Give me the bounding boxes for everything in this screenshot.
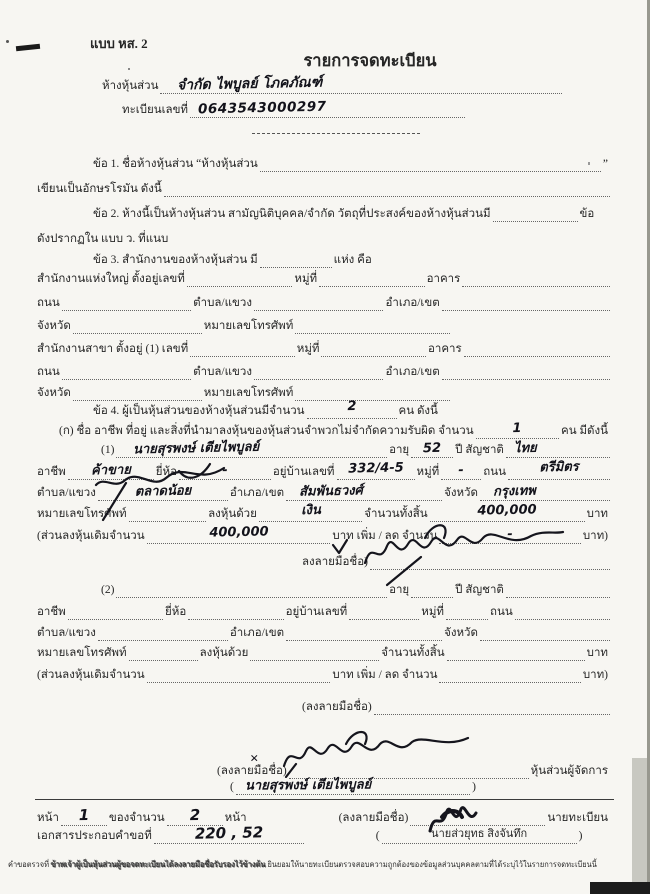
ho-road-field	[62, 296, 191, 311]
manager-paren-open: (	[230, 781, 234, 793]
p2-contribute-field	[250, 646, 379, 661]
manager-name-line	[228, 777, 478, 795]
clause4k-line	[35, 420, 610, 439]
ho-road-label: ถนน	[37, 297, 60, 309]
partner1-index: (1)	[101, 444, 115, 456]
scan-artifact-speck1	[6, 40, 9, 43]
manager-x-mark	[250, 752, 259, 767]
ho-phone-label: หมายเลขโทรศัพท์	[203, 320, 294, 332]
partnership-name-field	[160, 74, 562, 94]
regno-handwriting: 0643543000297	[198, 98, 328, 118]
p2-orig-field	[147, 668, 331, 683]
form-code-text: แบบ หส. 2	[90, 36, 148, 51]
partner1-age-handwriting: 52	[422, 440, 442, 457]
p2-change-label: บาท เพิ่ม / ลด จำนวน	[332, 669, 438, 681]
branch-label: สำนักงานสาขา ตั้งอยู่ (1) เลขที่	[37, 343, 189, 355]
clause3-suffix: แห่ง คือ	[333, 254, 372, 266]
regno-field	[190, 98, 465, 118]
clause4-line	[35, 398, 440, 419]
branch-moo-field	[321, 342, 426, 357]
p1-contribute-field	[259, 502, 362, 522]
clause4-text: ข้อ 4. ผู้เป็นหุ้นส่วนของห้างหุ้นส่วนมีจำนวน	[93, 405, 305, 417]
ho-province-label: จังหวัด	[37, 320, 71, 332]
clause2-text: ข้อ 2. ห้างนี้เป็นห้างหุ้นส่วน สามัญนิติบุคคล/จำกัด วัตถุที่ประสงค์ของห้างหุ้นส่วนมี	[93, 208, 491, 220]
footer-totalpages-handwriting: 2	[189, 805, 201, 825]
clause1-close-quote: ”	[602, 158, 608, 170]
p1-district-label: อำเภอ/เขต	[229, 487, 285, 499]
clause4k-suffix: คน มีดังนี้	[561, 425, 608, 437]
p2-baht-label: บาท	[586, 647, 608, 659]
p2-baht-close-label: บาท)	[582, 669, 608, 681]
partner1-nat-label: ปี สัญชาติ	[455, 444, 504, 456]
p1-change-amount-handwriting: -	[507, 526, 514, 543]
head-office-line3	[35, 319, 450, 334]
p2-brand-label: ยี่ห้อ	[165, 606, 187, 618]
footer-document-line	[35, 823, 610, 844]
scan-edge-right-strip	[632, 758, 647, 894]
manager-x-mark-text: ×	[250, 751, 259, 767]
p1-total-field	[430, 502, 585, 522]
p1-contribute-label: ลงหุ้นด้วย	[208, 508, 257, 520]
partnership-name-line	[100, 74, 562, 94]
clause4-suffix: คน ดังนี้	[398, 405, 438, 417]
scan-edge-bottom-corner	[590, 882, 650, 894]
partner1-age-label: อายุ	[389, 444, 410, 456]
p1-district-field	[286, 483, 442, 501]
ho-subdistrict-field	[254, 296, 383, 311]
registration-number-line	[120, 98, 465, 118]
br-district-field	[442, 365, 610, 380]
registrar-paren-open: (	[375, 830, 380, 842]
p1-original-amount-handwriting: 400,000	[208, 524, 269, 541]
p1-province-label: จังหวัด	[444, 487, 478, 499]
p2-houseno-field	[349, 605, 419, 620]
partner2-original-line	[35, 668, 610, 683]
partner2-age-label: อายุ	[389, 584, 410, 596]
footer-sign-label: (ลงลายมือชื่อ)	[338, 812, 409, 824]
branch-moo-label: หมู่ที่	[296, 343, 320, 355]
scan-artifact-speck2	[128, 68, 130, 70]
regno-label: ทะเบียนเลขที่	[122, 104, 189, 116]
br-district-label: อำเภอ/เขต	[385, 366, 440, 378]
p1-baht-label: บาท	[586, 508, 608, 520]
partner2-subdistrict-line	[35, 626, 610, 641]
head-office-line1	[35, 272, 610, 287]
clause3-line	[35, 253, 374, 268]
partner1-name-field	[116, 439, 387, 458]
partner2-phone-line	[35, 646, 610, 661]
clause4-count-handwriting: 2	[346, 398, 357, 415]
p2-province-label: จังหวัด	[444, 627, 478, 639]
document-title	[35, 53, 610, 68]
p2-moo-label: หมู่ที่	[421, 606, 445, 618]
p1-occupation-handwriting: ค้าขาย	[90, 462, 131, 479]
branch-line1	[35, 342, 610, 357]
p2-total-label: จำนวนทั้งสิ้น	[381, 647, 445, 659]
p1-houseno-label: อยู่บ้านเลขที่	[272, 466, 335, 478]
head-office-building-label: อาคาร	[426, 273, 461, 285]
signature-partner1	[325, 521, 570, 587]
bottom-consent-text: ยินยอมให้นายทะเบียนตรวจสอบความถูกต้องของข้อมูลส่วนบุคคลตามที่ได้ระบุไว้ในรายการจดทะเบียนนี้	[267, 860, 597, 869]
partner2-nat-label: ปี สัญชาติ	[455, 584, 504, 596]
p1-baht-close-label: บาท)	[582, 530, 608, 542]
p2-road-field	[515, 605, 610, 620]
p2-road-label: ถนน	[490, 606, 513, 618]
footer-page-label: หน้า	[37, 812, 59, 824]
registrar-label: นายทะเบียน	[547, 812, 608, 824]
signature-manager	[262, 730, 477, 778]
clause3-office-count-field	[260, 253, 332, 268]
p1-subdistrict-label: ตำบล/แขวง	[37, 487, 96, 499]
form-code	[88, 36, 150, 51]
bottom-stamp-line	[8, 858, 597, 871]
br-road-field	[62, 365, 191, 380]
p1-road-field	[508, 459, 610, 480]
p2-phone-field	[129, 646, 198, 661]
p1-sign-label: ลงลายมือชื่อ)	[302, 556, 368, 568]
br-subdistrict-label: ตำบล/แขวง	[193, 366, 252, 378]
manager-name-field	[236, 777, 470, 795]
clause1-roman-field	[164, 182, 610, 197]
head-office-moo-field	[319, 272, 424, 287]
manager-title-label: หุ้นส่วนผู้จัดการ	[530, 765, 608, 777]
p2-subdistrict-field	[98, 626, 228, 641]
scribble-correction-subdistrict	[88, 458, 230, 524]
p2-occupation-field	[68, 605, 163, 620]
scan-artifact-speck3	[588, 162, 590, 165]
ho-subdistrict-label: ตำบล/แขวง	[193, 297, 252, 309]
p1-phone-label: หมายเลขโทรศัพท์	[37, 508, 127, 520]
ho-phone-field	[295, 319, 450, 334]
ho-district-label: อำเภอ/เขต	[385, 297, 440, 309]
footer-docno-field	[154, 823, 304, 844]
footer-pageno-handwriting: 1	[78, 805, 90, 825]
br-province-label: จังหวัด	[37, 387, 71, 399]
clause1-line1	[35, 157, 610, 172]
branch-line2	[35, 365, 610, 380]
clause4k-text: (ก) ชื่อ อาชีพ ที่อยู่ และสิ่งที่นำมาลงหุ้นของหุ้นส่วนจำพวกไม่จำกัดความรับผิด จำนวน	[59, 425, 474, 437]
p1-orig-field	[147, 524, 331, 544]
clause2-suffix: ข้อ	[579, 208, 595, 220]
p2-province-field	[480, 626, 610, 641]
p1-brand-label: ยี่ห้อ	[155, 466, 177, 478]
footer-pageno-field	[61, 805, 107, 826]
footer-pages-label: หน้า	[224, 812, 247, 824]
p2-total-field	[447, 646, 585, 661]
p2-district-label: อำเภอ/เขต	[229, 627, 285, 639]
branch-building-field	[464, 342, 610, 357]
p2-moo-field	[446, 605, 488, 620]
center-divider	[252, 133, 420, 134]
p1-contribution-handwriting: เงิน	[300, 502, 321, 519]
ho-province-field	[73, 319, 202, 334]
branch-no-field	[190, 342, 295, 357]
p2-occupation-label: อาชีพ	[37, 606, 66, 618]
partner1-age-field	[411, 440, 453, 458]
br-subdistrict-field	[254, 365, 383, 380]
p2-subdistrict-label: ตำบล/แขวง	[37, 627, 96, 639]
partner2-occupation-line	[35, 605, 610, 620]
head-office-building-field	[462, 272, 610, 287]
p1-road-handwriting: ตรีมิตร	[539, 459, 579, 476]
partner1-name-handwriting: นายสุรพงษ์ เตียไพบูลย์	[132, 439, 259, 458]
p1-amount-handwriting: 400,000	[477, 502, 537, 519]
clause4k-count-handwriting: 1	[512, 420, 522, 437]
p1-total-label: จำนวนทั้งสิ้น	[364, 508, 428, 520]
br-province-field	[73, 386, 202, 401]
head-office-no-field	[187, 272, 292, 287]
p2-sign-label: (ลงลายมือชื่อ)	[302, 701, 372, 713]
footer-spacer2	[304, 830, 374, 844]
footer-page-line	[35, 805, 610, 826]
clause1-name-field	[260, 157, 601, 172]
partner1-nat-handwriting: ไทย	[514, 440, 538, 457]
clause2-line2	[35, 232, 170, 247]
bottom-stamp-text: คำขอตรวจที่	[8, 860, 49, 869]
footer-spacer3	[584, 830, 610, 844]
head-office-moo-label: หมู่ที่	[294, 273, 318, 285]
bottom-overlap-text: ข้าพเจ้าผู้เป็นหุ้นส่วนผู้ขอจดทะเบียนได้ลงลายมือชื่อรับรองไว้ข้างต้น	[50, 860, 266, 869]
p1-district-handwriting: สัมพันธวงศ์	[298, 483, 363, 500]
manager-name-handwriting: นายสุรพงษ์ เตียไพบูลย์	[245, 777, 372, 794]
document-title-text: รายการจดทะเบียน	[303, 51, 437, 70]
p1-occupation-label: อาชีพ	[37, 466, 66, 478]
p2-contribute-label: ลงหุ้นด้วย	[199, 647, 249, 659]
p1-province-field	[480, 483, 610, 501]
footer-of-label: ของจำนวน	[108, 812, 165, 824]
clause2-attachment-text: ดังปรากฏใน แบบ ว. ที่แนบ	[37, 233, 169, 245]
p1-houseno-handwriting: 332/4-5	[347, 460, 404, 477]
p1-change-label: บาท เพิ่ม / ลด จำนวน	[332, 530, 438, 542]
registrar-paren-close: )	[578, 830, 583, 842]
branch-building-label: อาคาร	[428, 343, 462, 355]
partner1-nat-field	[506, 440, 610, 458]
footer-separator-rule	[35, 799, 614, 800]
p2-brand-field	[188, 605, 283, 620]
p1-orig-open-label: (ส่วนลงหุ้นเดิมจำนวน	[37, 530, 145, 542]
scan-artifact-dash	[16, 44, 40, 51]
p1-moo-label: หมู่ที่	[416, 466, 440, 478]
p2-change-field	[439, 668, 580, 683]
clause4k-count-field	[476, 420, 559, 439]
p1-moo-field	[441, 462, 481, 480]
manager-sign-label: (ลงลายมือชื่อ)	[217, 765, 287, 777]
clause2-objectives-count-field	[493, 207, 578, 222]
partnership-name-handwriting: จำกัด ไพบูลย์ โภคภัณฑ์	[176, 74, 322, 94]
clause3-text: ข้อ 3. สำนักงานของห้างหุ้นส่วน มี	[93, 254, 258, 266]
p1-moo-handwriting: -	[458, 462, 465, 479]
p1-road-label: ถนน	[483, 466, 506, 478]
footer-doc-label: เอกสารประกอบคำขอที่	[37, 830, 152, 842]
p2-houseno-label: อยู่บ้านเลขที่	[285, 606, 348, 618]
br-road-label: ถนน	[37, 366, 60, 378]
manager-paren-close: )	[472, 781, 476, 793]
clause1-roman-label: เขียนเป็นอักษรโรมัน ดังนี้	[37, 183, 162, 195]
partner2-signature-line	[300, 700, 610, 715]
ho-district-field	[442, 296, 610, 311]
br-phone-label: หมายเลขโทรศัพท์	[203, 387, 294, 399]
p2-orig-open-label: (ส่วนลงหุ้นเดิมจำนวน	[37, 669, 145, 681]
partnership-label: ห้างหุ้นส่วน	[102, 80, 159, 92]
head-office-label: สำนักงานแห่งใหญ่ ตั้งอยู่เลขที่	[37, 273, 185, 285]
partner2-index: (2)	[101, 584, 115, 596]
branch-line3	[35, 386, 450, 401]
p1-subdistrict-handwriting: ตลาดน้อย	[134, 483, 192, 500]
partner1-name-line	[35, 439, 610, 458]
signature-registrar	[424, 801, 480, 837]
p2-signature-field	[374, 700, 610, 715]
head-office-line2	[35, 296, 610, 311]
p1-brand-handwriting: -	[222, 462, 228, 479]
p1-province-handwriting: กรุงเทพ	[492, 483, 536, 500]
clause1-line2	[35, 182, 610, 197]
clause2-line1	[35, 207, 596, 222]
clause4-count-field	[307, 398, 397, 419]
registrar-name-text: นายส่วยุทธ สิงจันทึก	[431, 828, 528, 840]
footer-docno-handwriting: 220 , 52	[194, 823, 264, 843]
p1-houseno-field	[337, 460, 415, 480]
p2-phone-label: หมายเลขโทรศัพท์	[37, 647, 127, 659]
br-phone-field	[295, 386, 450, 401]
p2-district-field	[286, 626, 442, 641]
clause1-text: ข้อ 1. ชื่อห้างหุ้นส่วน “ห้างหุ้นส่วน	[93, 158, 258, 170]
